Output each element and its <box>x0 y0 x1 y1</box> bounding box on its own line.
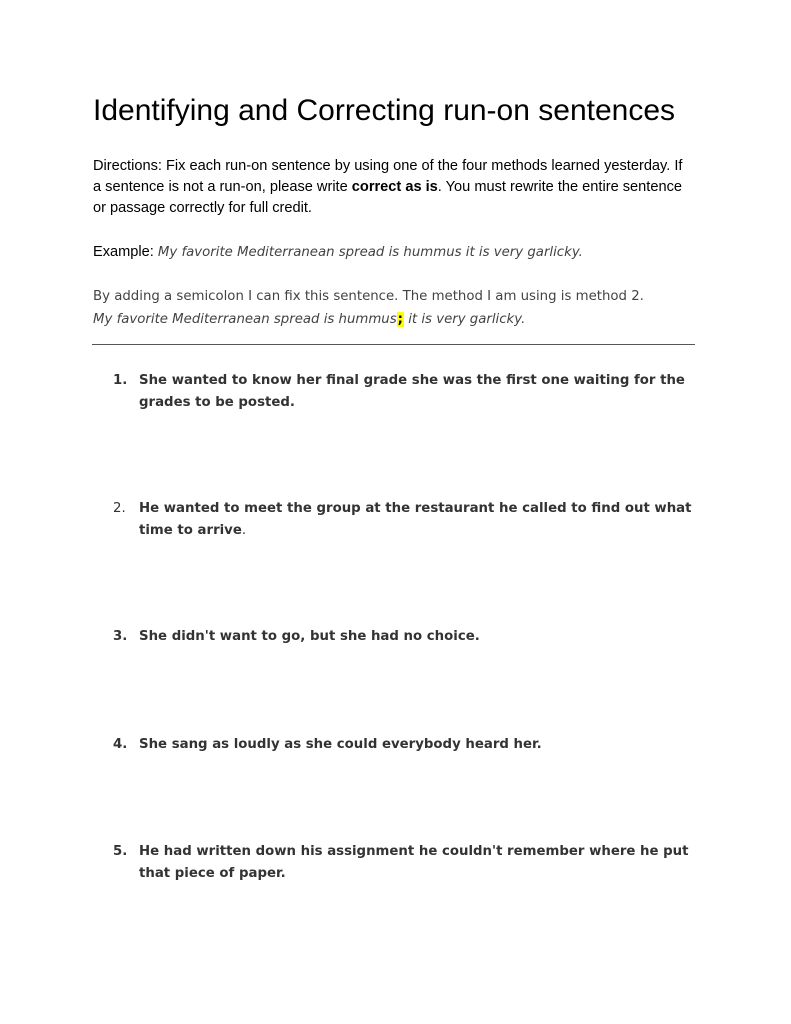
method-explanation <box>93 285 713 331</box>
item-number: 1. <box>113 373 128 388</box>
corrected-sentence <box>93 308 713 331</box>
page-title: Identifying and Correcting run-on sentences <box>93 94 676 127</box>
directions-bold-phrase: correct as is <box>351 179 438 195</box>
highlighted-semicolon: ; <box>397 312 403 327</box>
item-text <box>139 370 698 414</box>
item-tail: . <box>241 523 247 538</box>
item-text <box>139 626 698 648</box>
item-text <box>139 498 698 542</box>
item-sentence: She didn't want to go, but she had no choice. <box>139 629 480 644</box>
item-number: 2. <box>113 501 126 516</box>
method-line: By adding a semicolon I can fix this sentence. The method I am using is method 2. <box>93 289 644 304</box>
example-label: Example: <box>93 244 158 260</box>
item-number: 5. <box>113 844 128 859</box>
horizontal-divider <box>92 344 695 345</box>
item-text <box>139 841 698 885</box>
list-item <box>113 626 698 648</box>
item-number: 3. <box>113 629 128 644</box>
list-item <box>113 370 698 414</box>
item-sentence: He wanted to meet the group at the restaurant he called to find out what time to arrive <box>139 501 692 538</box>
directions-paragraph <box>93 156 693 219</box>
example-sentence: My favorite Mediterranean spread is hummus it is very garlicky. <box>157 245 583 260</box>
corrected-sentence-end: it is very garlicky. <box>403 312 526 327</box>
item-text <box>139 734 698 756</box>
example-line <box>93 242 713 263</box>
item-sentence: He had written down his assignment he couldn't remember where he put that piece of paper. <box>139 844 689 881</box>
directions-text-start: Directions: Fix each run-on sentence by using one of the four methods learned yesterday. If a sentence is not a run-on, please write <box>93 158 683 195</box>
corrected-sentence-start: My favorite Mediterranean spread is hummus <box>93 312 397 327</box>
item-number: 4. <box>113 737 128 752</box>
item-sentence: She wanted to know her final grade she was the first one waiting for the grades to be posted. <box>139 373 685 410</box>
item-sentence: She sang as loudly as she could everybody heard her. <box>139 737 542 752</box>
directions-text-end: . You must rewrite the entire sentence or passage correctly for full credit. <box>93 179 682 216</box>
list-item <box>113 841 698 885</box>
list-item <box>113 734 698 756</box>
list-item <box>113 498 698 542</box>
